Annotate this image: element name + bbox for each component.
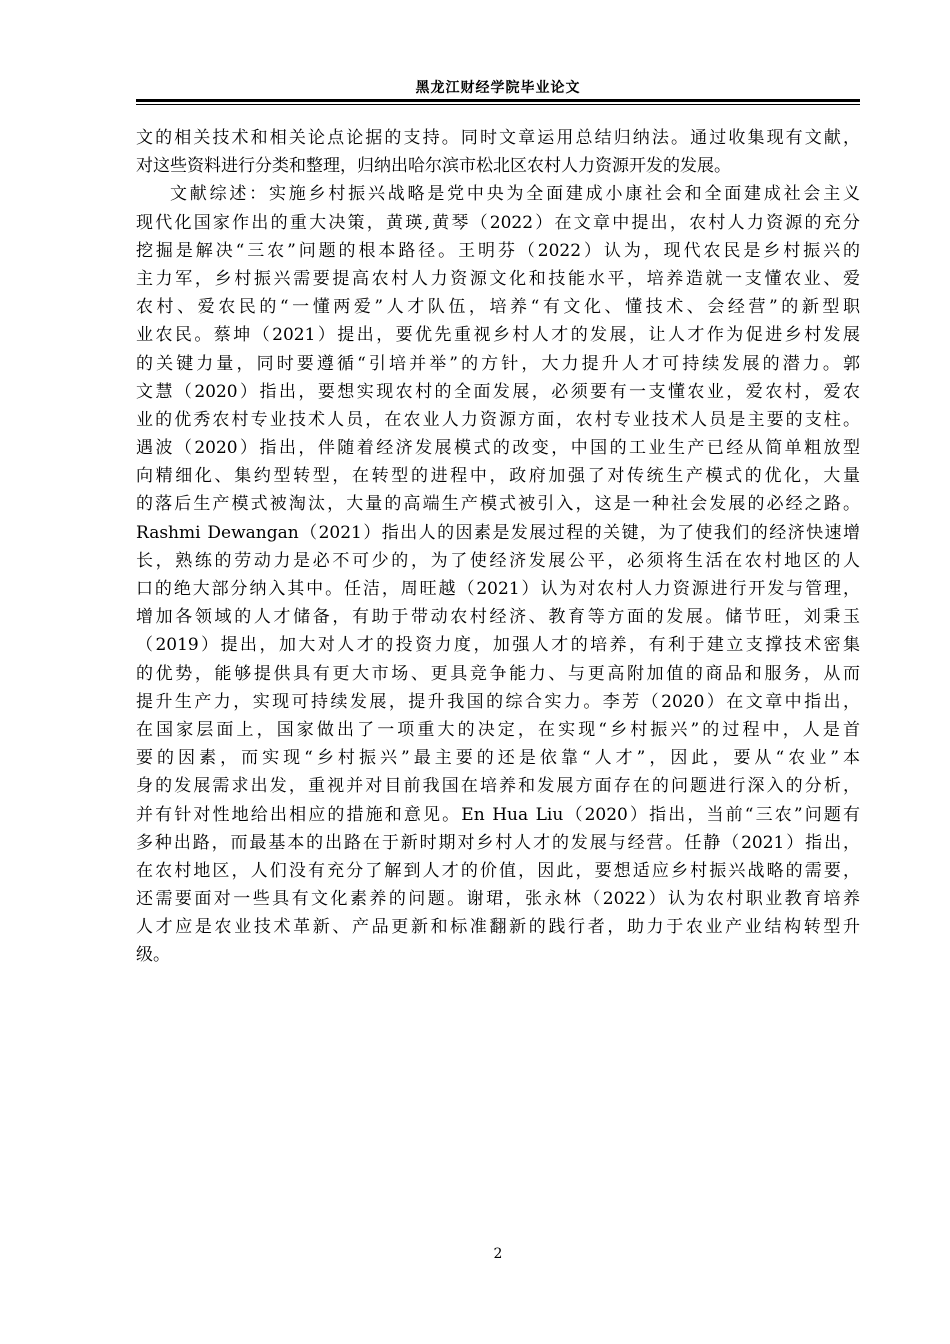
text-line: 在农村地区，人们没有充分了解到人才的价值，因此，要想适应乡村振兴战略的需要， [136,860,860,881]
header-rule-thick [136,99,860,102]
text-line: 文献综述：实施乡村振兴战略是党中央为全面建成小康社会和全面建成社会主义 [170,184,860,205]
text-line: 口的绝大部分纳入其中。任洁，周旺越（2021）认为对农村人力资源进行开发与管理， [136,579,860,599]
text-line: 业农民。蔡坤（2021）提出，要优先重视乡村人才的发展，让人才作为促进乡村发展 [136,325,860,346]
text-line: 人才应是农业技术革新、产品更新和标准翻新的践行者，助力于农业产业结构转型升 [136,917,860,938]
text-line: 身的发展需求出发，重视并对目前我国在培养和发展方面存在的问题进行深入的分析， [136,776,860,797]
body-text [136,124,860,970]
text-line: 挖掘是解决“三农”问题的根本路径。王明芬（2022）认为，现代农民是乡村振兴的 [136,240,860,261]
text-line: 长，熟练的劳动力是必不可少的，为了使经济发展公平，必须将生活在农村地区的人 [136,550,860,571]
text-line: 级。 [136,945,170,966]
text-line: 并有针对性地给出相应的措施和意见。En Hua Liu（2020）指出，当前“三农”问题有 [136,804,860,825]
text-line: （2019）提出，加大对人才的投资力度，加强人才的培养，有利于建立支撑技术密集 [136,635,860,656]
text-line: 遇波（2020）指出，伴随着经济发展模式的改变，中国的工业生产已经从简单粗放型 [136,438,860,459]
text-line: 文慧（2020）指出，要想实现农村的全面发展，必须要有一支懂农业，爱农村，爱农 [136,381,860,402]
text-line: 现代化国家作出的重大决策，黄瑛,黄琴（2022）在文章中提出，农村人力资源的充分 [136,212,860,233]
text-line: 文的相关技术和相关论点论据的支持。同时文章运用总结归纳法。通过收集现有文献， [136,128,860,148]
text-line: 在国家层面上，国家做出了一项重大的决定，在实现“乡村振兴”的过程中，人是首 [136,719,860,740]
text-line: 提升生产力，实现可持续发展，提升我国的综合实力。李芳（2020）在文章中指出， [136,691,860,712]
page-number: 2 [493,1246,503,1262]
text-line: 向精细化、集约型转型，在转型的进程中，政府加强了对传统生产模式的优化，大量 [136,466,860,487]
header-rule-thin [136,104,860,105]
text-line: 的关键力量，同时要遵循“引培并举”的方针，大力提升人才可持续发展的潜力。郭 [136,353,860,374]
text-line: 多种出路，而最基本的出路在于新时期对乡村人才的发展与经营。任静（2021）指出， [136,832,860,853]
text-line: 还需要面对一些具有文化素养的问题。谢珺，张永林（2022）认为农村职业教育培养 [136,889,860,910]
text-line: 的落后生产模式被淘汰，大量的高端生产模式被引入，这是一种社会发展的必经之路。 [136,494,860,515]
text-line: 的优势，能够提供具有更大市场、更具竞争能力、与更高附加值的商品和服务，从而 [136,663,860,684]
text-line: 要的因素，而实现“乡村振兴”最主要的还是依靠“人才”，因此，要从“农业”本 [136,748,860,769]
text-line: 主力军，乡村振兴需要提高农村人力资源文化和技能水平，培养造就一支懂农业、爱 [136,268,860,289]
text-line: 增加各领域的人才储备，有助于带动农村经济、教育等方面的发展。储节旺，刘秉玉 [136,607,860,628]
text-line: 业的优秀农村专业技术人员，在农业人力资源方面，农村专业技术人员是主要的支柱。 [136,409,860,430]
text-line: 农村、爱农民的“一懂两爱”人才队伍，培养“有文化、懂技术、会经营”的新型职 [136,297,860,318]
running-header: 黑龙江财经学院毕业论文 [415,80,581,96]
text-line: Rashmi Dewangan（2021）指出人的因素是发展过程的关键，为了使我们的经济快速增 [136,522,860,543]
text-line: 对这些资料进行分类和整理，归纳出哈尔滨市松北区农村人力资源开发的发展。 [136,156,731,177]
